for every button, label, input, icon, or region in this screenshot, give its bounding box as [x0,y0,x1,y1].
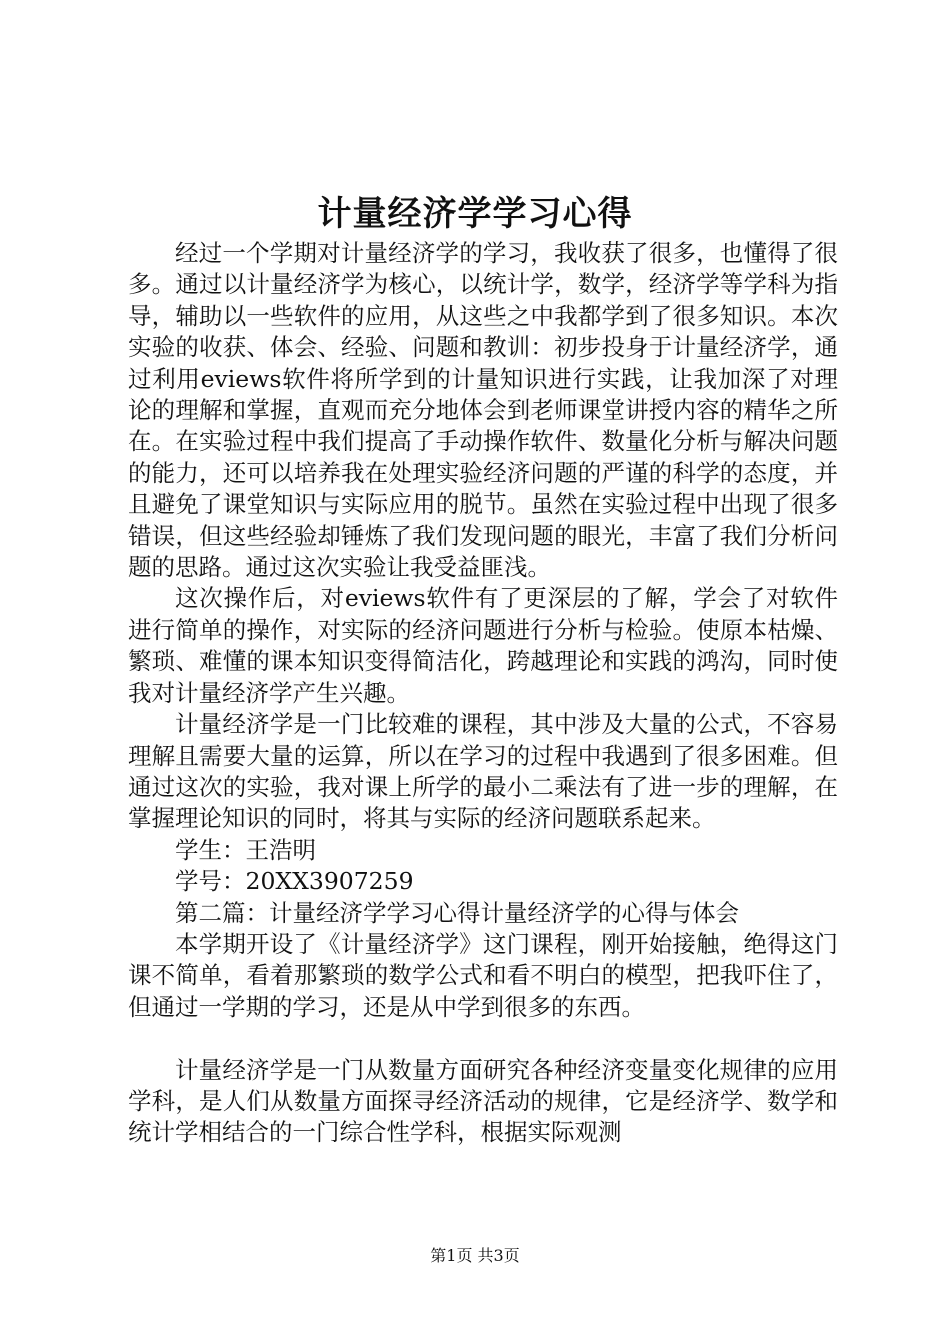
page-footer: 第1页 共3页 [430,1246,520,1265]
document-title: 计量经济学学习心得 [317,194,633,234]
student-name: 学生：王浩明 [175,835,316,864]
student-id: 学号：20XX3907259 [175,867,414,896]
document-body [128,238,838,1149]
paragraph-4: 本学期开设了《计量经济学》这门课程，刚开始接触，绝得这门课不简单，看着那繁琐的数学公式和看不明白的模型，把我吓住了，但通过一学期的学习，还是从中学到很多的东西。 [128,929,838,1021]
paragraph-1: 经过一个学期对计量经济学的学习，我收获了很多，也懂得了很多。通过以计量经济学为核心，以统计学，数学，经济学等学科为指导，辅助以一些软件的应用，从这些之中我都学到了很多知识。本次实验的收获、体会、经验、问题和教训：初步投身于计量经济学，通过利用eviews软件将所学到的计量知识进行实践，让我加深了对理论的理解和掌握，直观而充分地体会到老师课堂讲授内容的精华之所在。在实验过程中我们提高了手动操作软件、数量化分析与解决问题的能力，还可以培养我在处理实验经济问题的严谨的科学的态度，并且避免了课堂知识与实际应用的脱节。虽然在实验过程中出现了很多错误，但这些经验却锤炼了我们发现问题的眼光，丰富了我们分析问题的思路。通过这次实验让我受益匪浅。 [128,239,838,582]
paragraph-5: 计量经济学是一门从数量方面研究各种经济变量变化规律的应用学科，是人们从数量方面探寻经济活动的规律，它是经济学、数学和统计学相结合的一门综合性学科，根据实际观测 [128,1055,838,1147]
section-heading: 第二篇：计量经济学学习心得计量经济学的心得与体会 [175,898,739,927]
paragraph-3: 计量经济学是一门比较难的课程，其中涉及大量的公式，不容易理解且需要大量的运算，所以在学习的过程中我遇到了很多困难。但通过这次的实验，我对课上所学的最小二乘法有了进一步的理解，在掌握理论知识的同时，将其与实际的经济问题联系起来。 [128,710,838,833]
paragraph-2: 这次操作后，对eviews软件有了更深层的了解，学会了对软件进行简单的操作，对实际的经济问题进行分析与检验。使原本枯燥、繁琐、难懂的课本知识变得简洁化，跨越理论和实践的鸿沟，同时使我对计量经济学产生兴趣。 [128,584,838,707]
